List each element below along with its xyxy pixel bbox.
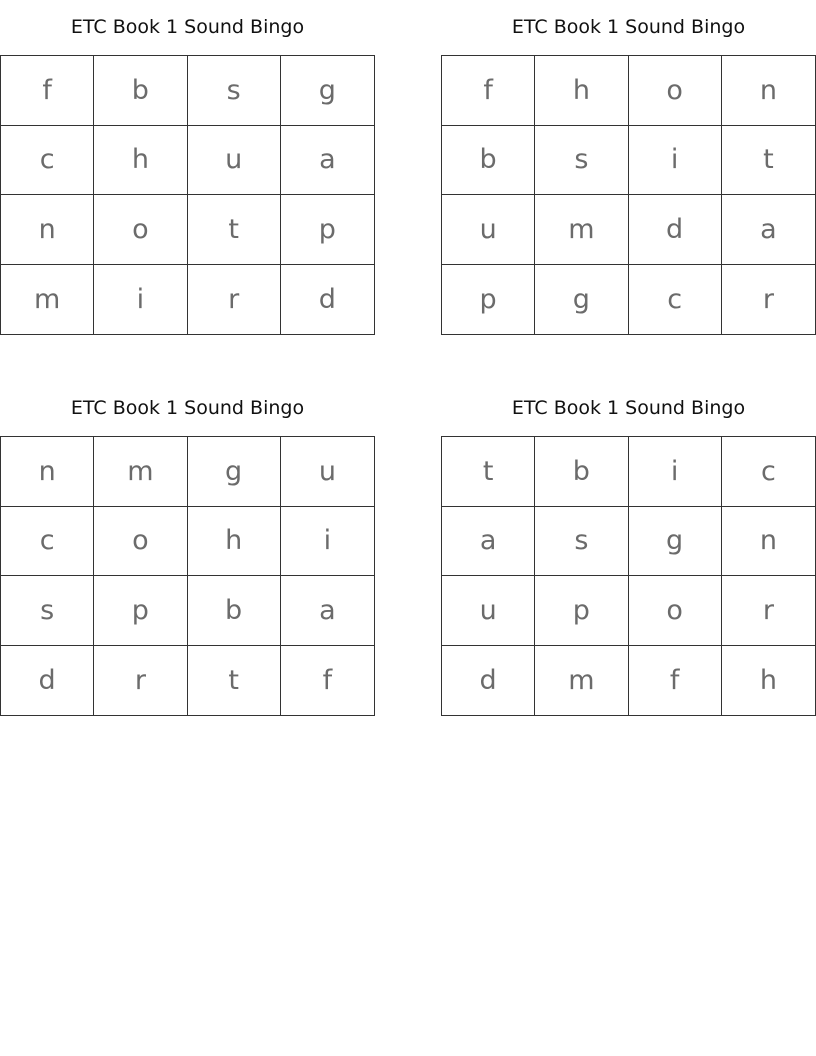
- bingo-cell: a: [722, 195, 815, 265]
- bingo-cell: h: [535, 56, 628, 126]
- bingo-cell: f: [322, 664, 333, 696]
- bingo-cell: b: [188, 576, 281, 646]
- bingo-cell: r: [762, 283, 774, 315]
- bingo-cell: n: [722, 507, 815, 577]
- bingo-cell: f: [442, 56, 535, 126]
- bingo-cell: c: [722, 437, 815, 507]
- bingo-cell: d: [318, 283, 336, 315]
- bingo-cell: h: [188, 507, 281, 577]
- bingo-cell: r: [94, 646, 187, 716]
- bingo-cell: t: [722, 126, 815, 196]
- bingo-cell: g: [281, 56, 374, 126]
- bingo-cell: h: [759, 664, 777, 696]
- bingo-cell: a: [281, 126, 374, 196]
- bingo-cell: r: [188, 265, 281, 335]
- bingo-cell: c: [1, 507, 94, 577]
- bingo-cell: s: [535, 126, 628, 196]
- bingo-cell: s: [1, 576, 94, 646]
- bingo-cell: c: [629, 265, 722, 335]
- bingo-cell: f: [1, 56, 94, 126]
- bingo-cell: o: [94, 507, 187, 577]
- bingo-cell: s: [535, 507, 628, 577]
- bingo-cell: d: [442, 646, 535, 716]
- bingo-cell: i: [281, 507, 374, 577]
- bingo-cell: i: [94, 265, 187, 335]
- bingo-cell: b: [442, 126, 535, 196]
- bingo-cell: i: [629, 126, 722, 196]
- bingo-cell: s: [188, 56, 281, 126]
- bingo-cell: o: [629, 56, 722, 126]
- bingo-cell: t: [442, 437, 535, 507]
- bingo-cell: g: [535, 265, 628, 335]
- bingo-cell: m: [535, 646, 628, 716]
- bingo-cell: p: [281, 195, 374, 265]
- bingo-cell: n: [1, 437, 94, 507]
- bingo-cell: a: [442, 507, 535, 577]
- bingo-cell: p: [94, 576, 187, 646]
- bingo-cell: o: [94, 195, 187, 265]
- bingo-cell: m: [94, 437, 187, 507]
- bingo-cell: m: [1, 265, 94, 335]
- bingo-cell: u: [442, 195, 535, 265]
- bingo-cell: f: [629, 646, 722, 716]
- bingo-cell: u: [442, 576, 535, 646]
- bingo-cell: a: [281, 576, 374, 646]
- bingo-grid: [441, 55, 816, 335]
- bingo-cell: h: [94, 126, 187, 196]
- bingo-cell: o: [629, 576, 722, 646]
- bingo-grid: [0, 55, 375, 335]
- bingo-cell: d: [629, 195, 722, 265]
- bingo-cell: p: [442, 265, 535, 335]
- bingo-cell: p: [535, 576, 628, 646]
- bingo-cell: n: [722, 56, 815, 126]
- bingo-grid: [0, 436, 375, 716]
- bingo-cell: u: [281, 437, 374, 507]
- card-title: ETC Book 1 Sound Bingo: [511, 16, 746, 38]
- bingo-cell: n: [1, 195, 94, 265]
- card-title: ETC Book 1 Sound Bingo: [511, 397, 746, 419]
- bingo-cell: t: [188, 646, 281, 716]
- bingo-grid: [441, 436, 816, 716]
- bingo-cell: u: [188, 126, 281, 196]
- bingo-cell: m: [535, 195, 628, 265]
- bingo-cell: g: [188, 437, 281, 507]
- card-title: ETC Book 1 Sound Bingo: [70, 397, 305, 419]
- bingo-cell: c: [1, 126, 94, 196]
- bingo-cell: t: [188, 195, 281, 265]
- bingo-cell: b: [94, 56, 187, 126]
- bingo-cell: g: [629, 507, 722, 577]
- card-title: ETC Book 1 Sound Bingo: [70, 16, 305, 38]
- bingo-cell: d: [1, 646, 94, 716]
- bingo-cell: r: [722, 576, 815, 646]
- bingo-cell: i: [629, 437, 722, 507]
- bingo-cell: b: [535, 437, 628, 507]
